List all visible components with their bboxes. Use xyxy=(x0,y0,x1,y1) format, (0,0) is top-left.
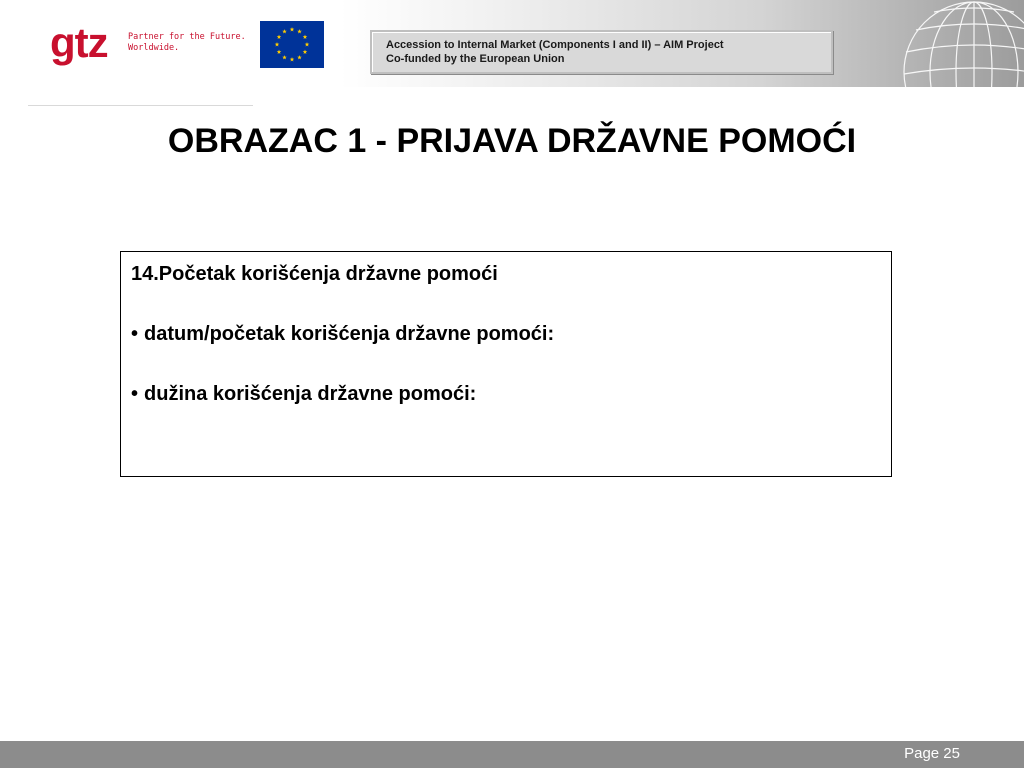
eu-star-icon xyxy=(277,35,282,39)
bullet-icon: • xyxy=(131,383,139,405)
eu-star-icon xyxy=(303,50,308,54)
eu-stars-circle xyxy=(260,21,324,68)
gtz-logo xyxy=(50,19,246,78)
form-section-heading: 14.Početak korišćenja državne pomoći xyxy=(131,263,498,285)
gtz-logo-text: gtz xyxy=(50,19,108,66)
slide-title: OBRAZAC 1 - PRIJAVA DRŽAVNE POMOĆI xyxy=(167,122,857,160)
footer-bar xyxy=(0,741,1024,768)
eu-star-icon xyxy=(282,55,287,59)
eu-star-icon xyxy=(297,29,302,33)
eu-star-icon xyxy=(305,42,310,46)
globe-icon xyxy=(896,0,1024,87)
eu-star-icon xyxy=(297,55,302,59)
form-content-box xyxy=(120,251,892,477)
page-number: Page 25 xyxy=(904,745,960,762)
eu-star-icon xyxy=(282,29,287,33)
form-bullet-start-date xyxy=(131,322,891,346)
eu-flag-icon xyxy=(260,21,324,68)
header-divider xyxy=(28,105,253,106)
eu-star-icon xyxy=(275,42,280,46)
project-funding: Co-funded by the European Union xyxy=(386,53,565,65)
form-bullet-duration xyxy=(131,382,891,406)
eu-star-icon xyxy=(290,27,295,31)
gtz-tagline-line1: Partner for the Future. xyxy=(128,32,246,42)
eu-star-icon xyxy=(277,50,282,54)
gtz-tagline xyxy=(128,32,246,54)
project-title: Accession to Internal Market (Components I and II) – AIM Project xyxy=(386,39,724,51)
project-info-box xyxy=(370,30,833,74)
gtz-tagline-line2: Worldwide. xyxy=(128,43,180,53)
eu-star-icon xyxy=(303,35,308,39)
bullet-text: dužina korišćenja državne pomoći: xyxy=(144,383,477,405)
eu-star-icon xyxy=(290,57,295,61)
bullet-text: datum/početak korišćenja državne pomoći: xyxy=(144,323,555,345)
bullet-icon: • xyxy=(131,323,139,345)
